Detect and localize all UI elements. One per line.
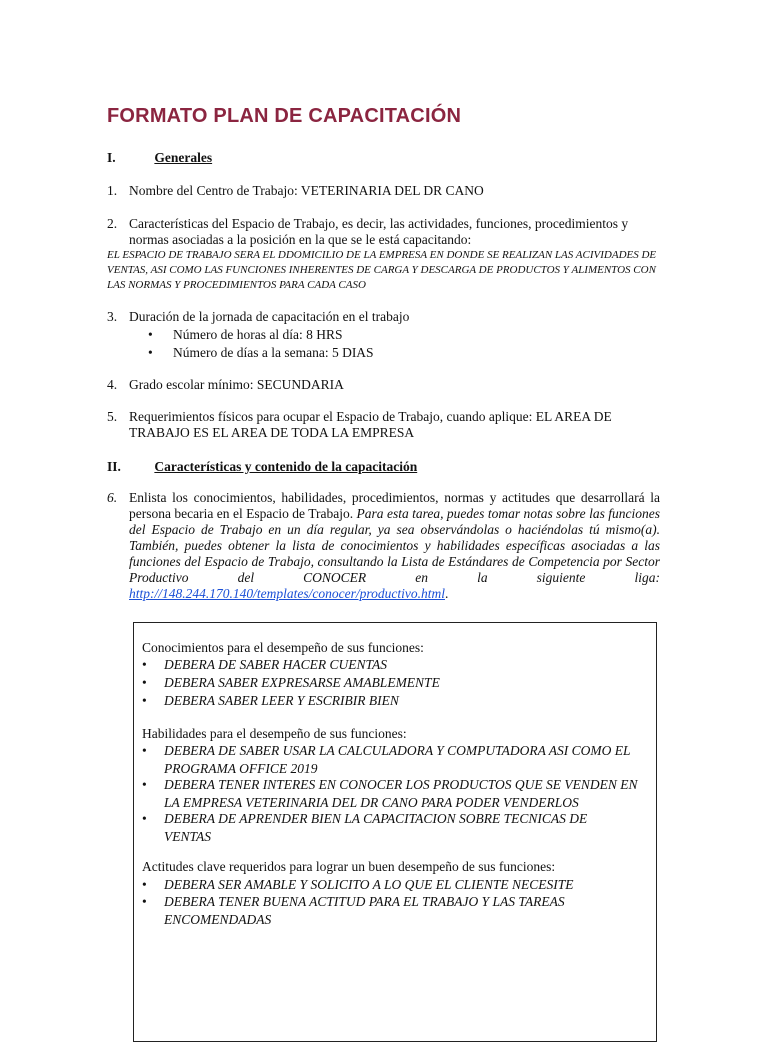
item-espacio-trabajo [107,216,647,248]
section-heading: Generales [154,150,213,165]
conocimientos-label: Conocimientos para el desempeño de sus funciones: [142,640,424,655]
item-number: 6. [107,490,118,505]
conocimiento-text: DEBERA DE SABER HACER CUENTAS [164,657,387,672]
item-number: 1. [107,183,118,198]
conocimiento-item [142,692,650,710]
espacio-trabajo-answer: EL ESPACIO DE TRABAJO SERA EL DDOMICILIO DE LA EMPRESA EN DONDE SE REALIZAN LAS ACIVIDADES DE VENTAS, ASI COMO LAS FUNCIONES INHERENTES DE CARGA Y DESCARGA DE PRODUCTOS Y ALIMENTOS CON LAS NORMAS Y PROCEDIMIENTOS PARA CADA CASO [107,249,657,291]
bullet-horas [148,327,342,343]
habilidad-item [142,742,642,777]
item-centro-trabajo [107,183,662,199]
section-number: II. [107,459,121,474]
bullet-glyph: • [148,345,153,360]
item-text: Requerimientos físicos para ocupar el Espacio de Trabajo, cuando aplique: EL AREA DE TRABAJO ES EL AREA DE TODA LA EMPRESA [129,409,612,440]
item-instructions: Para esta tarea, puedes tomar notas sobre las funciones del Espacio de Trabajo en un día regular, ya sea observándolas o haciéndolas tú mismo(a). También, puedes obtener la lista de conocimientos y habilidades específicas asociadas a las funciones del Espacio de Trabajo, consultando la Lista de Estándares de Competencia por Sector Productivo del CONOCER en la siguiente liga: [129,506,661,585]
link-period: . [444,586,449,601]
section-number: I. [107,150,116,165]
conocer-link[interactable]: http://148.244.170.140/templates/conocer/productivo.html [129,586,445,601]
item-text: Características del Espacio de Trabajo, es decir, las actividades, funciones, procedimientos y normas asociadas a la posición en la que se le está capacitando: [129,216,629,247]
actitud-item [142,876,650,894]
item-number: 2. [107,216,118,231]
section-heading: Características y contenido de la capacitación [154,459,418,474]
habilidad-text: DEBERA TENER INTERES EN CONOCER LOS PRODUCTOS QUE SE VENDEN EN LA EMPRESA VETERINARIA DEL DR CANO PARA PODER VENDERLOS [164,777,638,810]
bullet-glyph: • [142,743,147,758]
habilidad-text: DEBERA DE APRENDER BIEN LA CAPACITACION SOBRE TECNICAS DE VENTAS [164,811,588,844]
item-number: 4. [107,377,118,392]
bullet-dias [148,345,374,361]
item-duracion [107,309,662,325]
actitudes-label: Actitudes clave requeridos para lograr un buen desempeño de sus funciones: [142,859,556,874]
habilidades-label: Habilidades para el desempeño de sus funciones: [142,726,407,741]
bullet-glyph: • [142,811,147,826]
conocimiento-item [142,674,650,692]
section-generales [107,150,212,166]
conocimiento-item [142,656,650,674]
item-enlista [107,490,660,602]
bullet-text: Número de días a la semana: 5 DIAS [173,345,374,360]
bullet-glyph: • [142,693,147,708]
bullet-glyph: • [142,877,147,892]
item-number: 3. [107,309,118,324]
item-text: Enlista los conocimientos, habilidades, procedimientos, normas y actitudes que desarrollará la persona becaria en el Espacio de Trabajo. [129,490,660,521]
document-title: FORMATO PLAN DE CAPACITACIÓN [107,105,462,127]
bullet-glyph: • [142,675,147,690]
item-number: 5. [107,409,118,424]
conocimiento-text: DEBERA SABER LEER Y ESCRIBIR BIEN [164,693,399,708]
bullet-glyph: • [142,894,147,909]
item-grado-escolar [107,377,662,393]
item-text: Nombre del Centro de Trabajo: VETERINARIA DEL DR CANO [129,183,484,198]
item-text: Grado escolar mínimo: SECUNDARIA [129,377,344,392]
habilidad-text: DEBERA DE SABER USAR LA CALCULADORA Y COMPUTADORA ASI COMO EL PROGRAMA OFFICE 2019 [164,743,631,776]
actitud-item [142,893,592,928]
item-text: Duración de la jornada de capacitación en el trabajo [129,309,410,324]
bullet-text: Número de horas al día: 8 HRS [173,327,343,342]
item-requerimientos [107,409,637,441]
section-caracteristicas [107,459,417,475]
actitud-text: DEBERA TENER BUENA ACTITUD PARA EL TRABAJO Y LAS TAREAS ENCOMENDADAS [164,894,565,927]
actitud-text: DEBERA SER AMABLE Y SOLICITO A LO QUE EL CLIENTE NECESITE [164,877,574,892]
bullet-glyph: • [142,657,147,672]
habilidad-item [142,776,652,811]
bullet-glyph: • [148,327,153,342]
bullet-glyph: • [142,777,147,792]
conocimiento-text: DEBERA SABER EXPRESARSE AMABLEMENTE [164,675,440,690]
habilidad-item [142,810,622,845]
